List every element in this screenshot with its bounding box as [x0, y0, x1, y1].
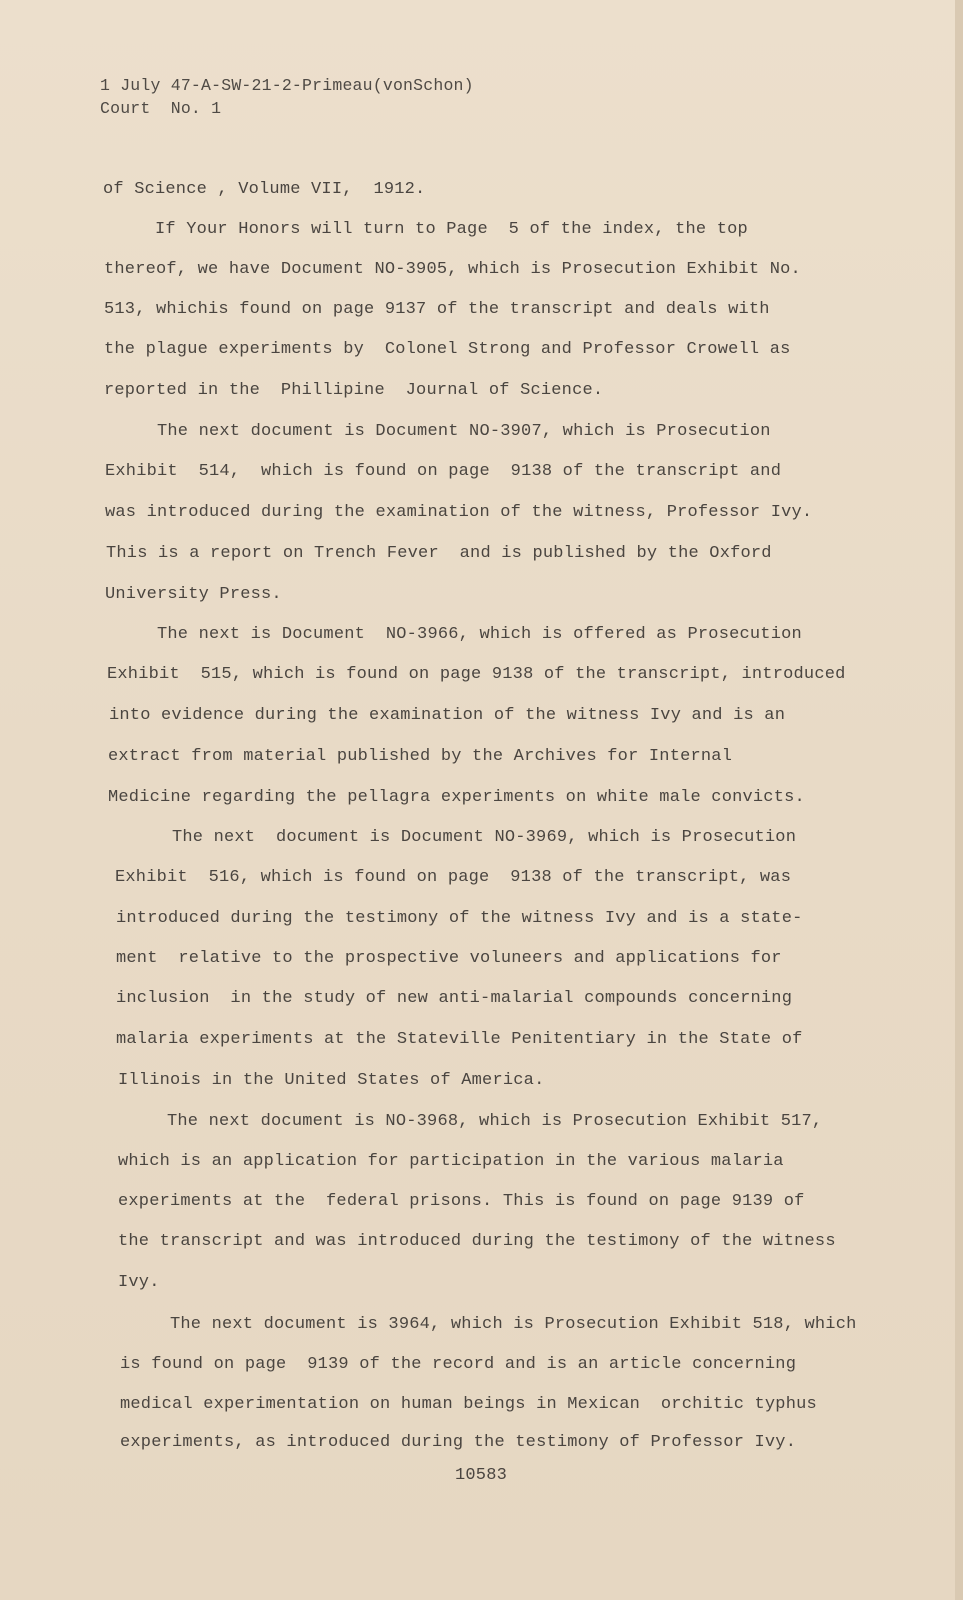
text-line: Medicine regarding the pellagra experiments on white male convicts.	[108, 788, 805, 807]
text-line: If Your Honors will turn to Page 5 of the index, the top	[155, 220, 748, 239]
text-line: introduced during the testimony of the witness Ivy and is a state-	[116, 909, 803, 928]
text-line: Illinois in the United States of America.	[118, 1071, 545, 1090]
text-line: malaria experiments at the Stateville Penitentiary in the State of	[116, 1030, 803, 1049]
text-line: reported in the Phillipine Journal of Science.	[104, 381, 604, 400]
text-line: experiments at the federal prisons. This is found on page 9139 of	[118, 1192, 805, 1211]
text-line: which is an application for participation in the various malaria	[118, 1152, 784, 1171]
text-line: was introduced during the examination of the witness, Professor Ivy.	[105, 503, 813, 522]
text-line: the plague experiments by Colonel Strong and Professor Crowell as	[104, 340, 791, 359]
text-line: of Science , Volume VII, 1912.	[103, 180, 426, 199]
text-line: Ivy.	[118, 1273, 160, 1292]
page-number: 10583	[455, 1466, 508, 1485]
text-line: the transcript and was introduced during the testimony of the witness	[118, 1232, 836, 1251]
text-line: into evidence during the examination of the witness Ivy and is an	[109, 706, 786, 725]
paper-edge	[955, 0, 963, 1600]
text-line: University Press.	[105, 585, 282, 604]
text-line: This is a report on Trench Fever and is published by the Oxford	[106, 544, 772, 563]
text-line: medical experimentation on human beings in Mexican orchitic typhus	[120, 1395, 817, 1414]
header-line-1: 1 July 47-A-SW-21-2-Primeau(vonSchon)	[100, 76, 474, 95]
text-line: ment relative to the prospective voluneers and applications for	[116, 949, 782, 968]
text-line: 513, whichis found on page 9137 of the transcript and deals with	[104, 300, 770, 319]
text-line: The next document is 3964, which is Prosecution Exhibit 518, which	[170, 1315, 857, 1334]
text-line: thereof, we have Document NO-3905, which is Prosecution Exhibit No.	[104, 260, 801, 279]
text-line: extract from material published by the Archives for Internal	[108, 747, 733, 766]
text-line: Exhibit 514, which is found on page 9138 of the transcript and	[105, 462, 782, 481]
header-line-2: Court No. 1	[100, 99, 222, 118]
text-line: inclusion in the study of new anti-malarial compounds concerning	[116, 989, 793, 1008]
text-line: The next document is Document NO-3907, which is Prosecution	[157, 422, 771, 441]
text-line: The next is Document NO-3966, which is offered as Prosecution	[157, 625, 802, 644]
text-line: The next document is NO-3968, which is Prosecution Exhibit 517,	[167, 1112, 823, 1131]
text-line: Exhibit 515, which is found on page 9138 of the transcript, introduced	[107, 665, 846, 684]
text-line: Exhibit 516, which is found on page 9138 of the transcript, was	[115, 868, 792, 887]
text-line: The next document is Document NO-3969, which is Prosecution	[172, 828, 797, 847]
text-line: experiments, as introduced during the testimony of Professor Ivy.	[120, 1433, 797, 1452]
text-line: is found on page 9139 of the record and is an article concerning	[120, 1355, 797, 1374]
